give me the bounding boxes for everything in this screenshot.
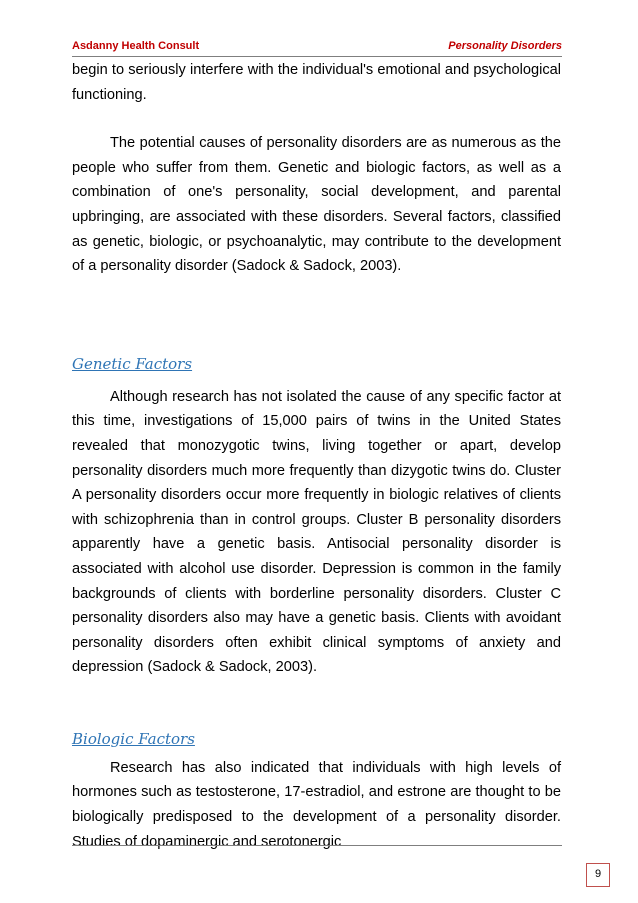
paragraph-biologic: Research has also indicated that individuals with high levels of hormones such as testosterone, 17-estradiol, and estrone are thought to be biologically predisposed to the development of a personality disorder. Studies of dopaminergic and serotonergic	[72, 759, 561, 850]
header-document-title: Personality Disorders	[448, 40, 562, 52]
header-org-name: Asdanny Health Consult	[72, 40, 200, 52]
heading-genetic-factors: Genetic Factors	[72, 354, 193, 373]
paragraph-genetic: Although research has not isolated the cause of any specific factor at this time, investigations of 15,000 pairs of twins in the United States revealed that monozygotic twins, living together or apart, develop personality disorders much more frequently than dizygotic twins do. Cluster A personality disorders occur more frequently in biologic relatives of clients with schizophrenia than in control groups. Cluster B personality disorders apparently have a genetic basis. Antisocial personality disorder is associated with alcohol use disorder. Depression is common in the family backgrounds of clients with borderline personality disorders. Cluster C personality disorders also may have a genetic basis. Clients with avoidant personality disorders often exhibit clinical symptoms of anxiety and depression (Sadock & Sadock, 2003).	[72, 388, 561, 676]
page-body	[72, 58, 561, 854]
page-header	[72, 40, 562, 57]
paragraph-continuation: begin to seriously interfere with the individual's emotional and psychological functioning.	[72, 62, 561, 103]
footer-divider	[72, 845, 562, 846]
page-number: 9	[586, 863, 610, 887]
paragraph-causes: The potential causes of personality disorders are as numerous as the people who suffer from them. Genetic and biologic factors, as well as a combination of one's personality, social development, and parental upbringing, are associated with these disorders. Several factors, classified as genetic, biologic, or psychoanalytic, may contribute to the development of a personality disorder (Sadock & Sadock, 2003).	[72, 135, 561, 275]
heading-biologic-factors: Biologic Factors	[72, 729, 195, 748]
